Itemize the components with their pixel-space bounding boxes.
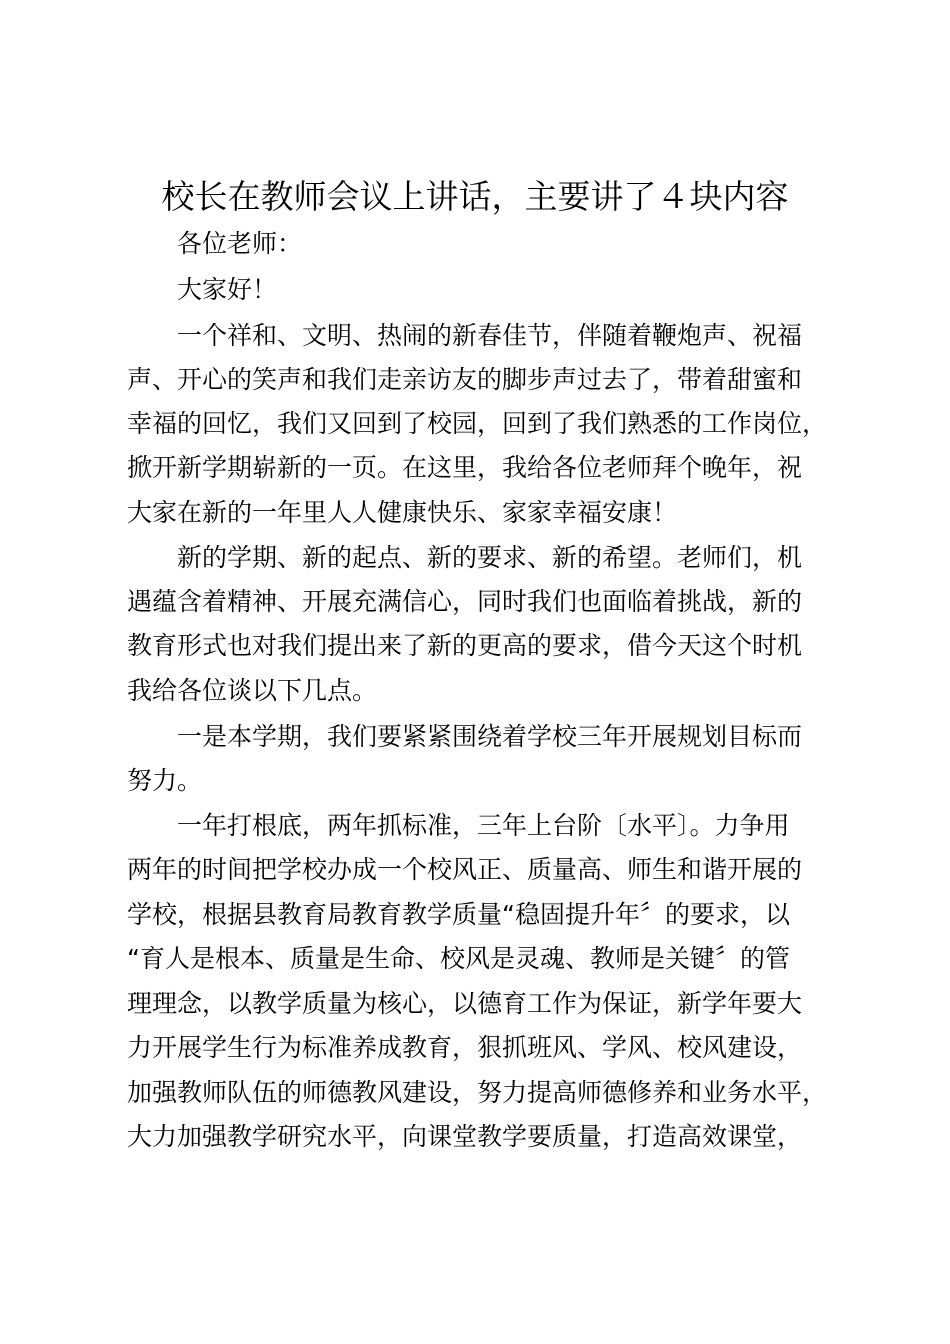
paragraph-line: 遇蕴含着精神、开展充满信心，同时我们也面临着挑战，新的 [127, 587, 803, 616]
paragraph-line: 教育形式也对我们提出来了新的更高的要求，借今天这个时机 [127, 631, 803, 660]
paragraph-line: 大力加强教学研究水平，向课堂教学要质量，打造高效课堂， [127, 1122, 803, 1151]
paragraph-line: 学校，根据县教育局教育教学质量“稳固提升年〞的要求，以 [127, 900, 790, 929]
paragraph-line: 声、开心的笑声和我们走亲访友的脚步声过去了，带着甜蜜和 [127, 365, 803, 394]
paragraph-line: 力开展学生行为标准养成教育，狠抓班风、学风、校风建设， [127, 1033, 803, 1062]
paragraph-line: “育人是根本、质量是生命、校风是灵魂、教师是关键〞的管 [127, 944, 790, 973]
paragraph-line: 一个祥和、文明、热闹的新春佳节，伴随着鞭炮声、祝福 [177, 321, 803, 350]
paragraph-line: 努力。 [127, 766, 203, 795]
paragraph-line: 大家在新的一年里人人健康快乐、家家幸福安康！ [127, 498, 678, 527]
greeting: 大家好！ [177, 275, 278, 304]
paragraph-line: 掀开新学期崭新的一页。在这里，我给各位老师拜个晚年，祝 [127, 453, 803, 482]
salutation: 各位老师： [177, 229, 303, 258]
paragraph-line: 两年的时间把学校办成一个校风正、质量高、师生和谐开展的 [127, 855, 803, 884]
paragraph-line: 新的学期、新的起点、新的要求、新的希望。老师们，机 [177, 543, 803, 572]
paragraph-line: 一是本学期，我们要紧紧围绕着学校三年开展规划目标而 [177, 722, 803, 751]
paragraph-line: 我给各位谈以下几点。 [127, 676, 378, 705]
document-title: 校长在教师会议上讲话，主要讲了４块内容 [161, 177, 789, 216]
paragraph-line: 一年打根底，两年抓标准，三年上台阶〔水平〕。力争用 [177, 811, 790, 840]
paragraph-line: 理理念，以教学质量为核心，以德育工作为保证，新学年要大 [127, 989, 803, 1018]
paragraph-line: 幸福的回忆，我们又回到了校园，回到了我们熟悉的工作岗位， [127, 409, 828, 438]
paragraph-line: 加强教师队伍的师德教风建设，努力提高师德修养和业务水平， [127, 1078, 828, 1107]
